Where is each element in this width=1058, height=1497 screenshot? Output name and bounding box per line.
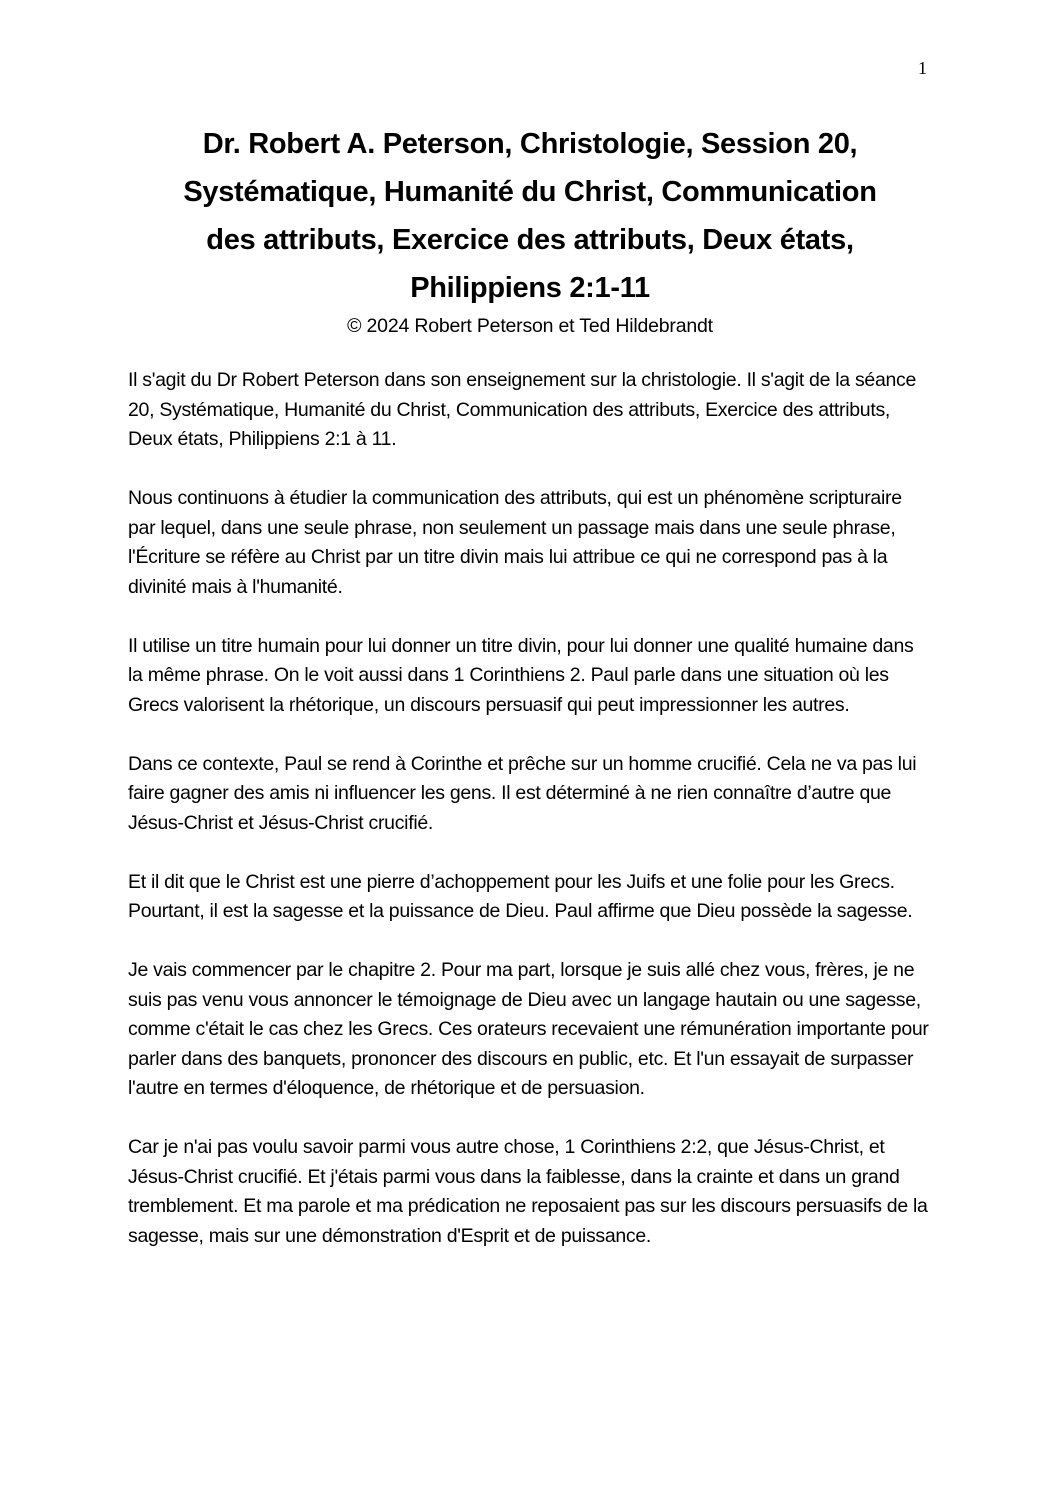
paragraph: Nous continuons à étudier la communication des attributs, qui est un phénomène scripturaire par lequel, dans une seule phrase, non seulement un passage mais dans une seule phrase, l'Écriture se réfère au Christ par un titre divin mais lui attribue ce qui ne correspond pas à la divinité mais à l'humanité. xyxy=(128,487,902,598)
copyright-line: © 2024 Robert Peterson et Ted Hildebrandt xyxy=(347,315,713,337)
paragraph: Car je n'ai pas voulu savoir parmi vous autre chose, 1 Corinthiens 2:2, que Jésus-Christ, et Jésus-Christ crucifié. Et j'étais parmi vous dans la faiblesse, dans la crainte et dans un grand tremblement. Et ma parole et ma prédication ne reposaient pas sur les discours persuasifs de la sagesse, mais sur une démonstration d'Esprit et de puissance. xyxy=(128,1136,928,1247)
paragraph: Dans ce contexte, Paul se rend à Corinthe et prêche sur un homme crucifié. Cela ne va pas lui faire gagner des amis ni influencer les gens. Il est déterminé à ne rien connaître d’autre que Jésus-Christ et Jésus-Christ crucifié. xyxy=(128,752,917,834)
paragraph: Il utilise un titre humain pour lui donner un titre divin, pour lui donner une qualité humaine dans la même phrase. On le voit aussi dans 1 Corinthiens 2. Paul parle dans une situation où les Grecs valorisent la rhétorique, un discours persuasif qui peut impressionner les autres. xyxy=(128,634,914,716)
document-body xyxy=(128,366,932,1251)
paragraph: Il s'agit du Dr Robert Peterson dans son enseignement sur la christologie. Il s'agit de la séance 20, Systématique, Humanité du Christ, Communication des attributs, Exercice des attributs, Deux états, Philippiens 2:1 à 11. xyxy=(128,369,917,450)
title-line: Philippiens 2:1-11 xyxy=(410,272,650,304)
title-line: Systématique, Humanité du Christ, Communication xyxy=(183,176,877,208)
document-title xyxy=(128,120,932,312)
title-line: des attributs, Exercice des attributs, Deux états, xyxy=(206,224,854,256)
page-number: 1 xyxy=(918,58,927,78)
title-line: Dr. Robert A. Peterson, Christologie, Session 20, xyxy=(202,128,858,160)
paragraph: Je vais commencer par le chapitre 2. Pour ma part, lorsque je suis allé chez vous, frères, je ne suis pas venu vous annoncer le témoignage de Dieu avec un langage hautain ou une sagesse, comme c'était le cas chez les Grecs. Ces orateurs recevaient une rémunération importante pour parler dans des banquets, prononcer des discours en public, etc. Et l'un essayait de surpasser l'autre en termes d'éloquence, de rhétorique et de persuasion. xyxy=(128,959,929,1099)
paragraph: Et il dit que le Christ est une pierre d’achoppement pour les Juifs et une folie pour les Grecs. Pourtant, il est la sagesse et la puissance de Dieu. Paul affirme que Dieu possède la sagesse. xyxy=(128,870,913,922)
